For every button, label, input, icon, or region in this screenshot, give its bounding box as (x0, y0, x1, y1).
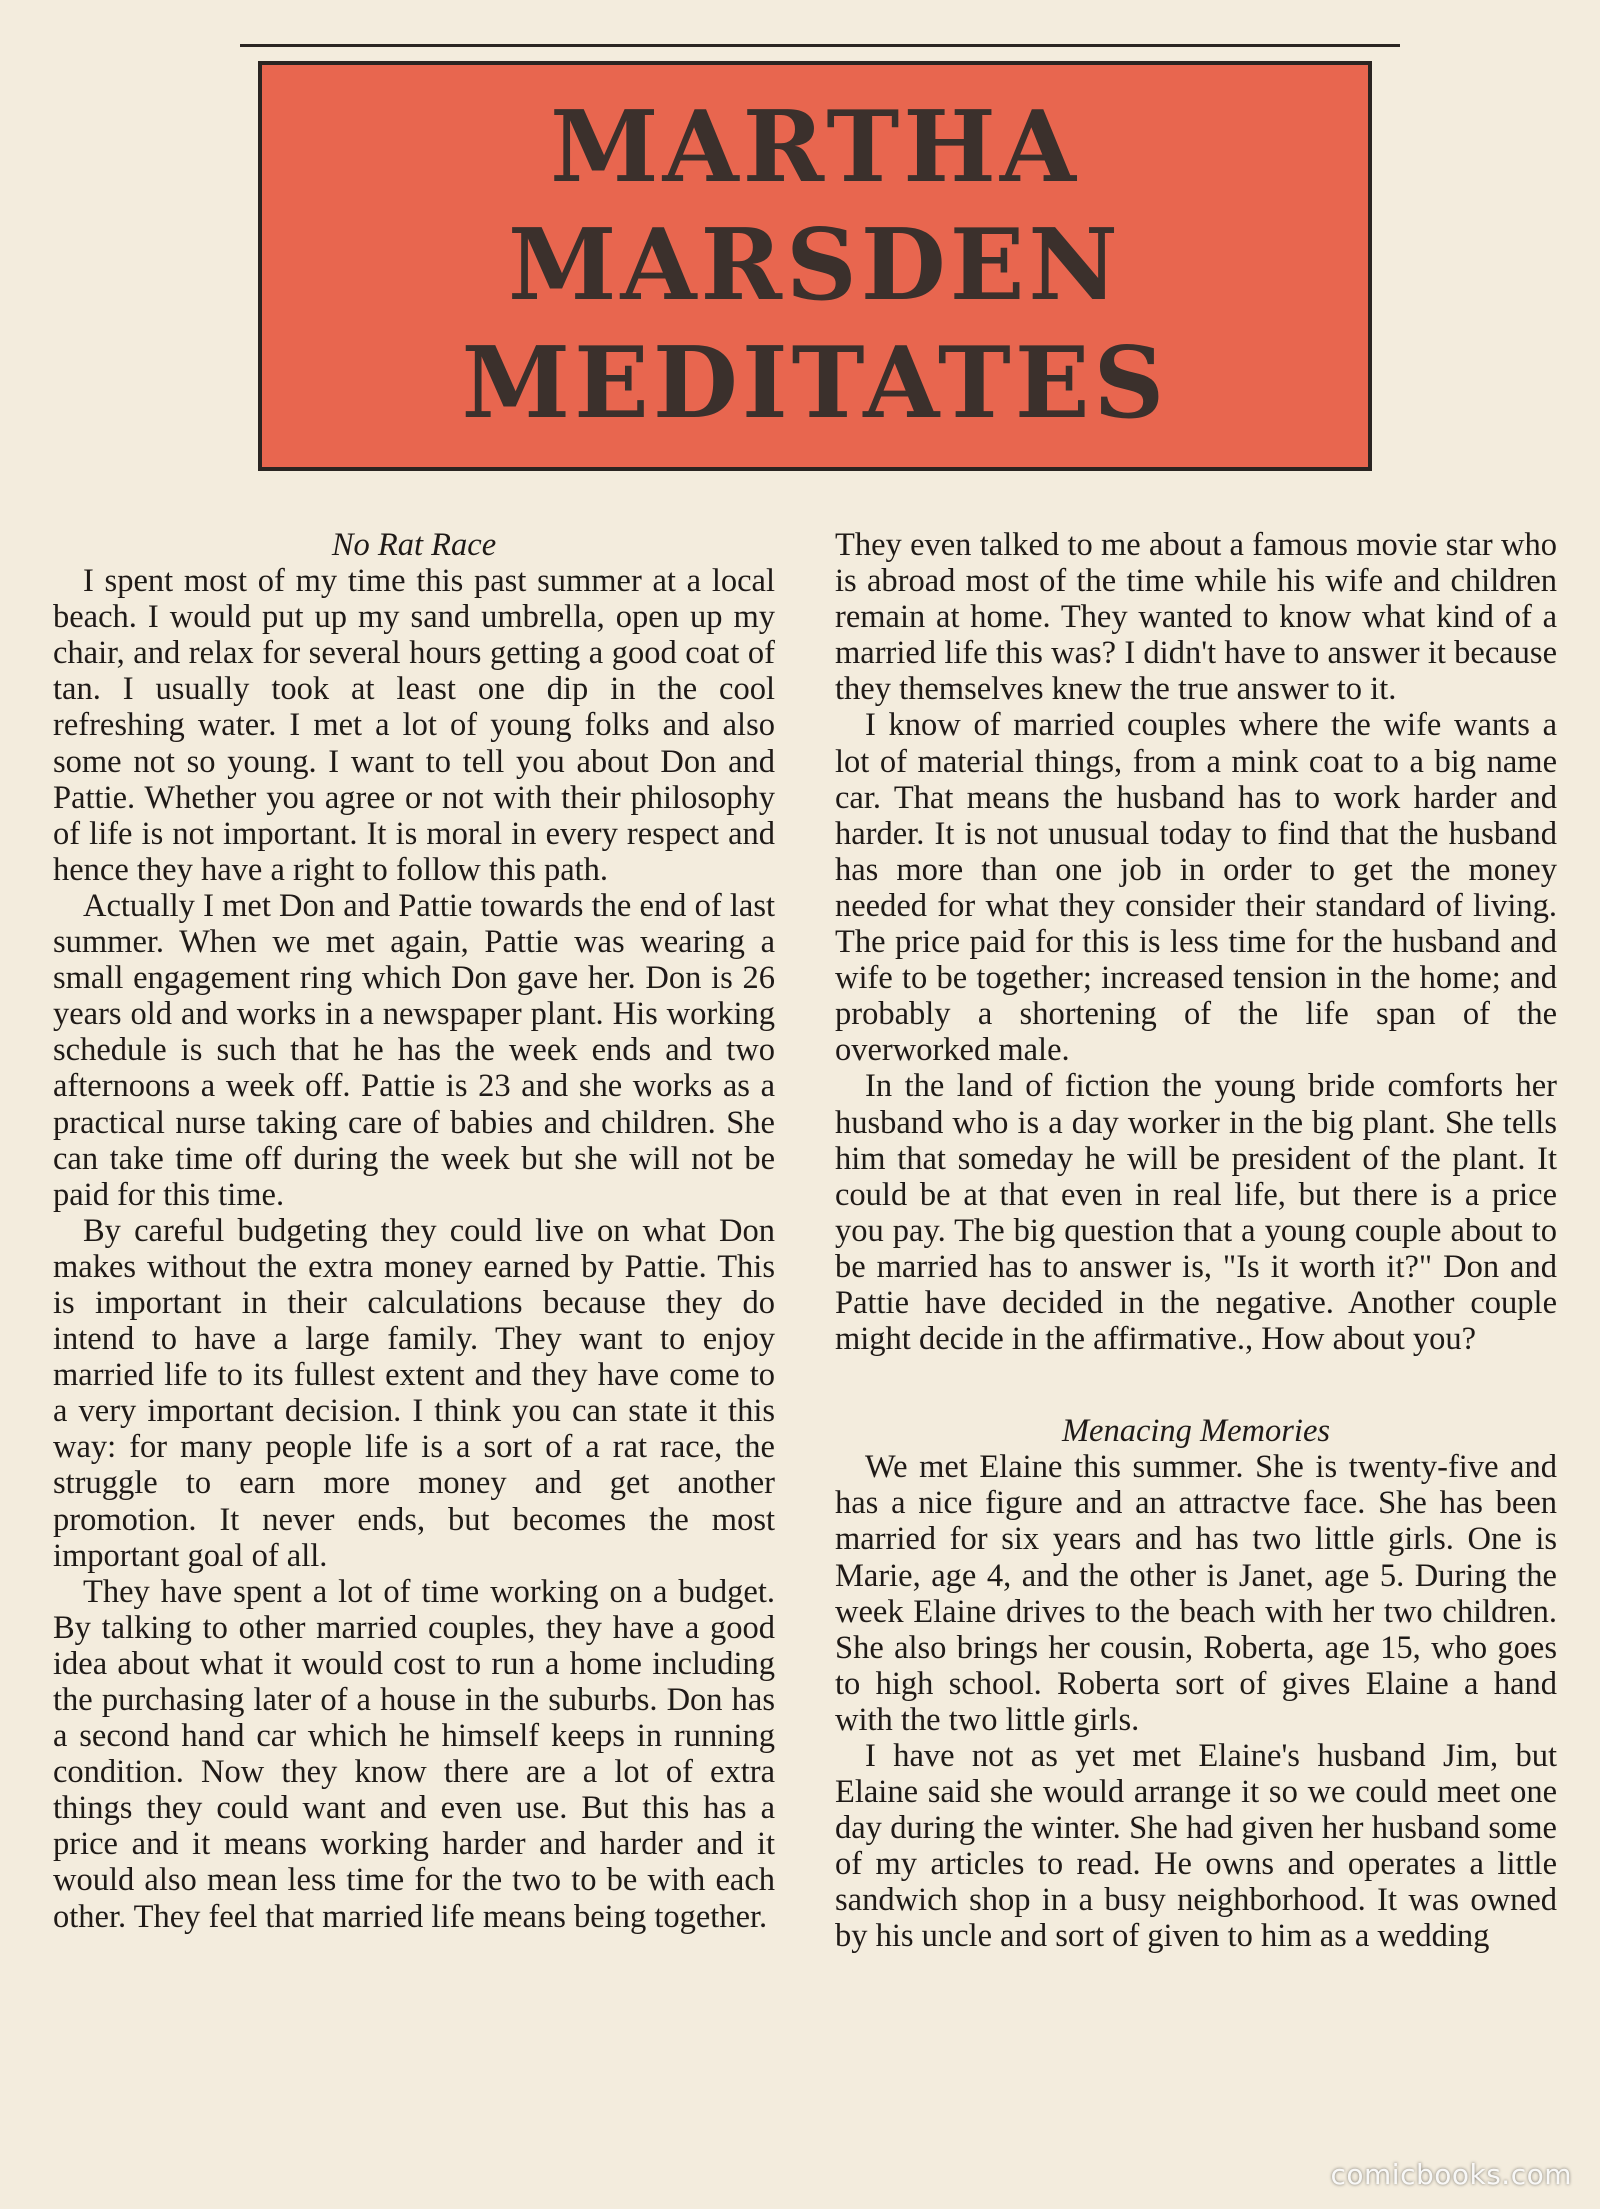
article1-paragraph-1: I spent most of my time this past summer at a local beach. I would put up my sand umbrella, open up my chair, and relax for several hours getting a good coat of tan. I usually took at least one dip in the cool refreshing water. I met a lot of young folks and also some not so young. I want to tell you about Don and Pattie. Whether you agree or not with their philosophy of life is not important. It is moral in every respect and hence they have a right to follow this path. (53, 563, 775, 888)
watermark: comicbooks.com (1330, 2158, 1572, 2191)
article1-paragraph-6: I know of married couples where the wife wants a lot of material things, from a mink coat to a big name car. That means the husband has to work harder and harder. It is not unusual today to find that the husband has more than one job in order to get the money needed for what they consider their standard of living. The price paid for this is less time for the husband and wife to be together; increased tension in the home; and probably a shortening of the life span of the overworked male. (835, 707, 1557, 1069)
article1-paragraph-2: Actually I met Don and Pattie towards the end of last summer. When we met again, Pattie was wearing a small engagement ring which Don gave her. Don is 26 years old and works in a newspaper plant. His working schedule is such that he has the week ends and two afternoons a week off. Pattie is 23 and she works as a practical nurse taking care of babies and children. She can take time off during the week but she will not be paid for this time. (53, 887, 775, 1213)
article1-paragraph-5: They even talked to me about a famous movie star who is abroad most of the time while his wife and children remain at home. They wanted to know what kind of a married life this was? I didn't have to answer it because they themselves knew the true answer to it. (835, 527, 1557, 708)
section-heading-menacing-memories: Menacing Memories (1061, 1413, 1331, 1450)
title-line-1: MARTHA (550, 90, 1080, 205)
title-banner (258, 61, 1372, 471)
article2-paragraph-1: We met Elaine this summer. She is twenty-five and has a nice figure and an attractve face. She has been married for six years and has two little girls. One is Marie, age 4, and the other is Janet, age 5. During the week Elaine drives to the beach with her two children. She also brings her cousin, Roberta, age 15, who goes to high school. Roberta sort of gives Elaine a hand with the two little girls. (835, 1449, 1557, 1738)
article1-paragraph-7: In the land of fiction the young bride comforts her husband who is a day worker in the big plant. She tells him that someday he will be president of the plant. It could be at that even in real life, but there is a price you pay. The big question that a young couple about to be married has to answer is, "Is it worth it?" Don and Pattie have decided in the negative. Another couple might decide in the affirmative., How about you? (835, 1068, 1557, 1358)
top-rule (240, 44, 1400, 47)
title-line-3: MEDITATES (461, 326, 1169, 441)
left-column (53, 527, 775, 1935)
section-gap (835, 1357, 1557, 1413)
article1-paragraph-3: By careful budgeting they could live on what Don makes without the extra money earned by Pattie. This is important in their calculations because they do intend to have a large family. They want to enjoy married life to its fullest extent and they have come to a very important decision. I think you can state it this way: for many people life is a sort of a rat race, the struggle to earn more money and get another promotion. It never ends, but becomes the most important goal of all. (53, 1212, 775, 1574)
article2-paragraph-2: I have not as yet met Elaine's husband Jim, but Elaine said she would arrange it so we could meet one day during the winter. She had given her husband some of my articles to read. He owns and operates a little sandwich shop in a busy neighborhood. It was owned by his uncle and sort of given to him as a wedding (835, 1738, 1557, 1955)
article1-paragraph-4: They have spent a lot of time working on a budget. By talking to other married couples, they have a good idea about what it would cost to run a home including the purchasing later of a house in the suburbs. Don has a second hand car which he himself keeps in running condition. Now they know there are a lot of extra things they could want and even use. But this has a price and it means working harder and harder and it would also mean less time for the two to be with each other. They feel that married life means being together. (53, 1573, 775, 1935)
title-line-2: MARSDEN (508, 208, 1122, 323)
section-heading-no-rat-race: No Rat Race (331, 527, 497, 563)
right-column (835, 527, 1557, 1955)
